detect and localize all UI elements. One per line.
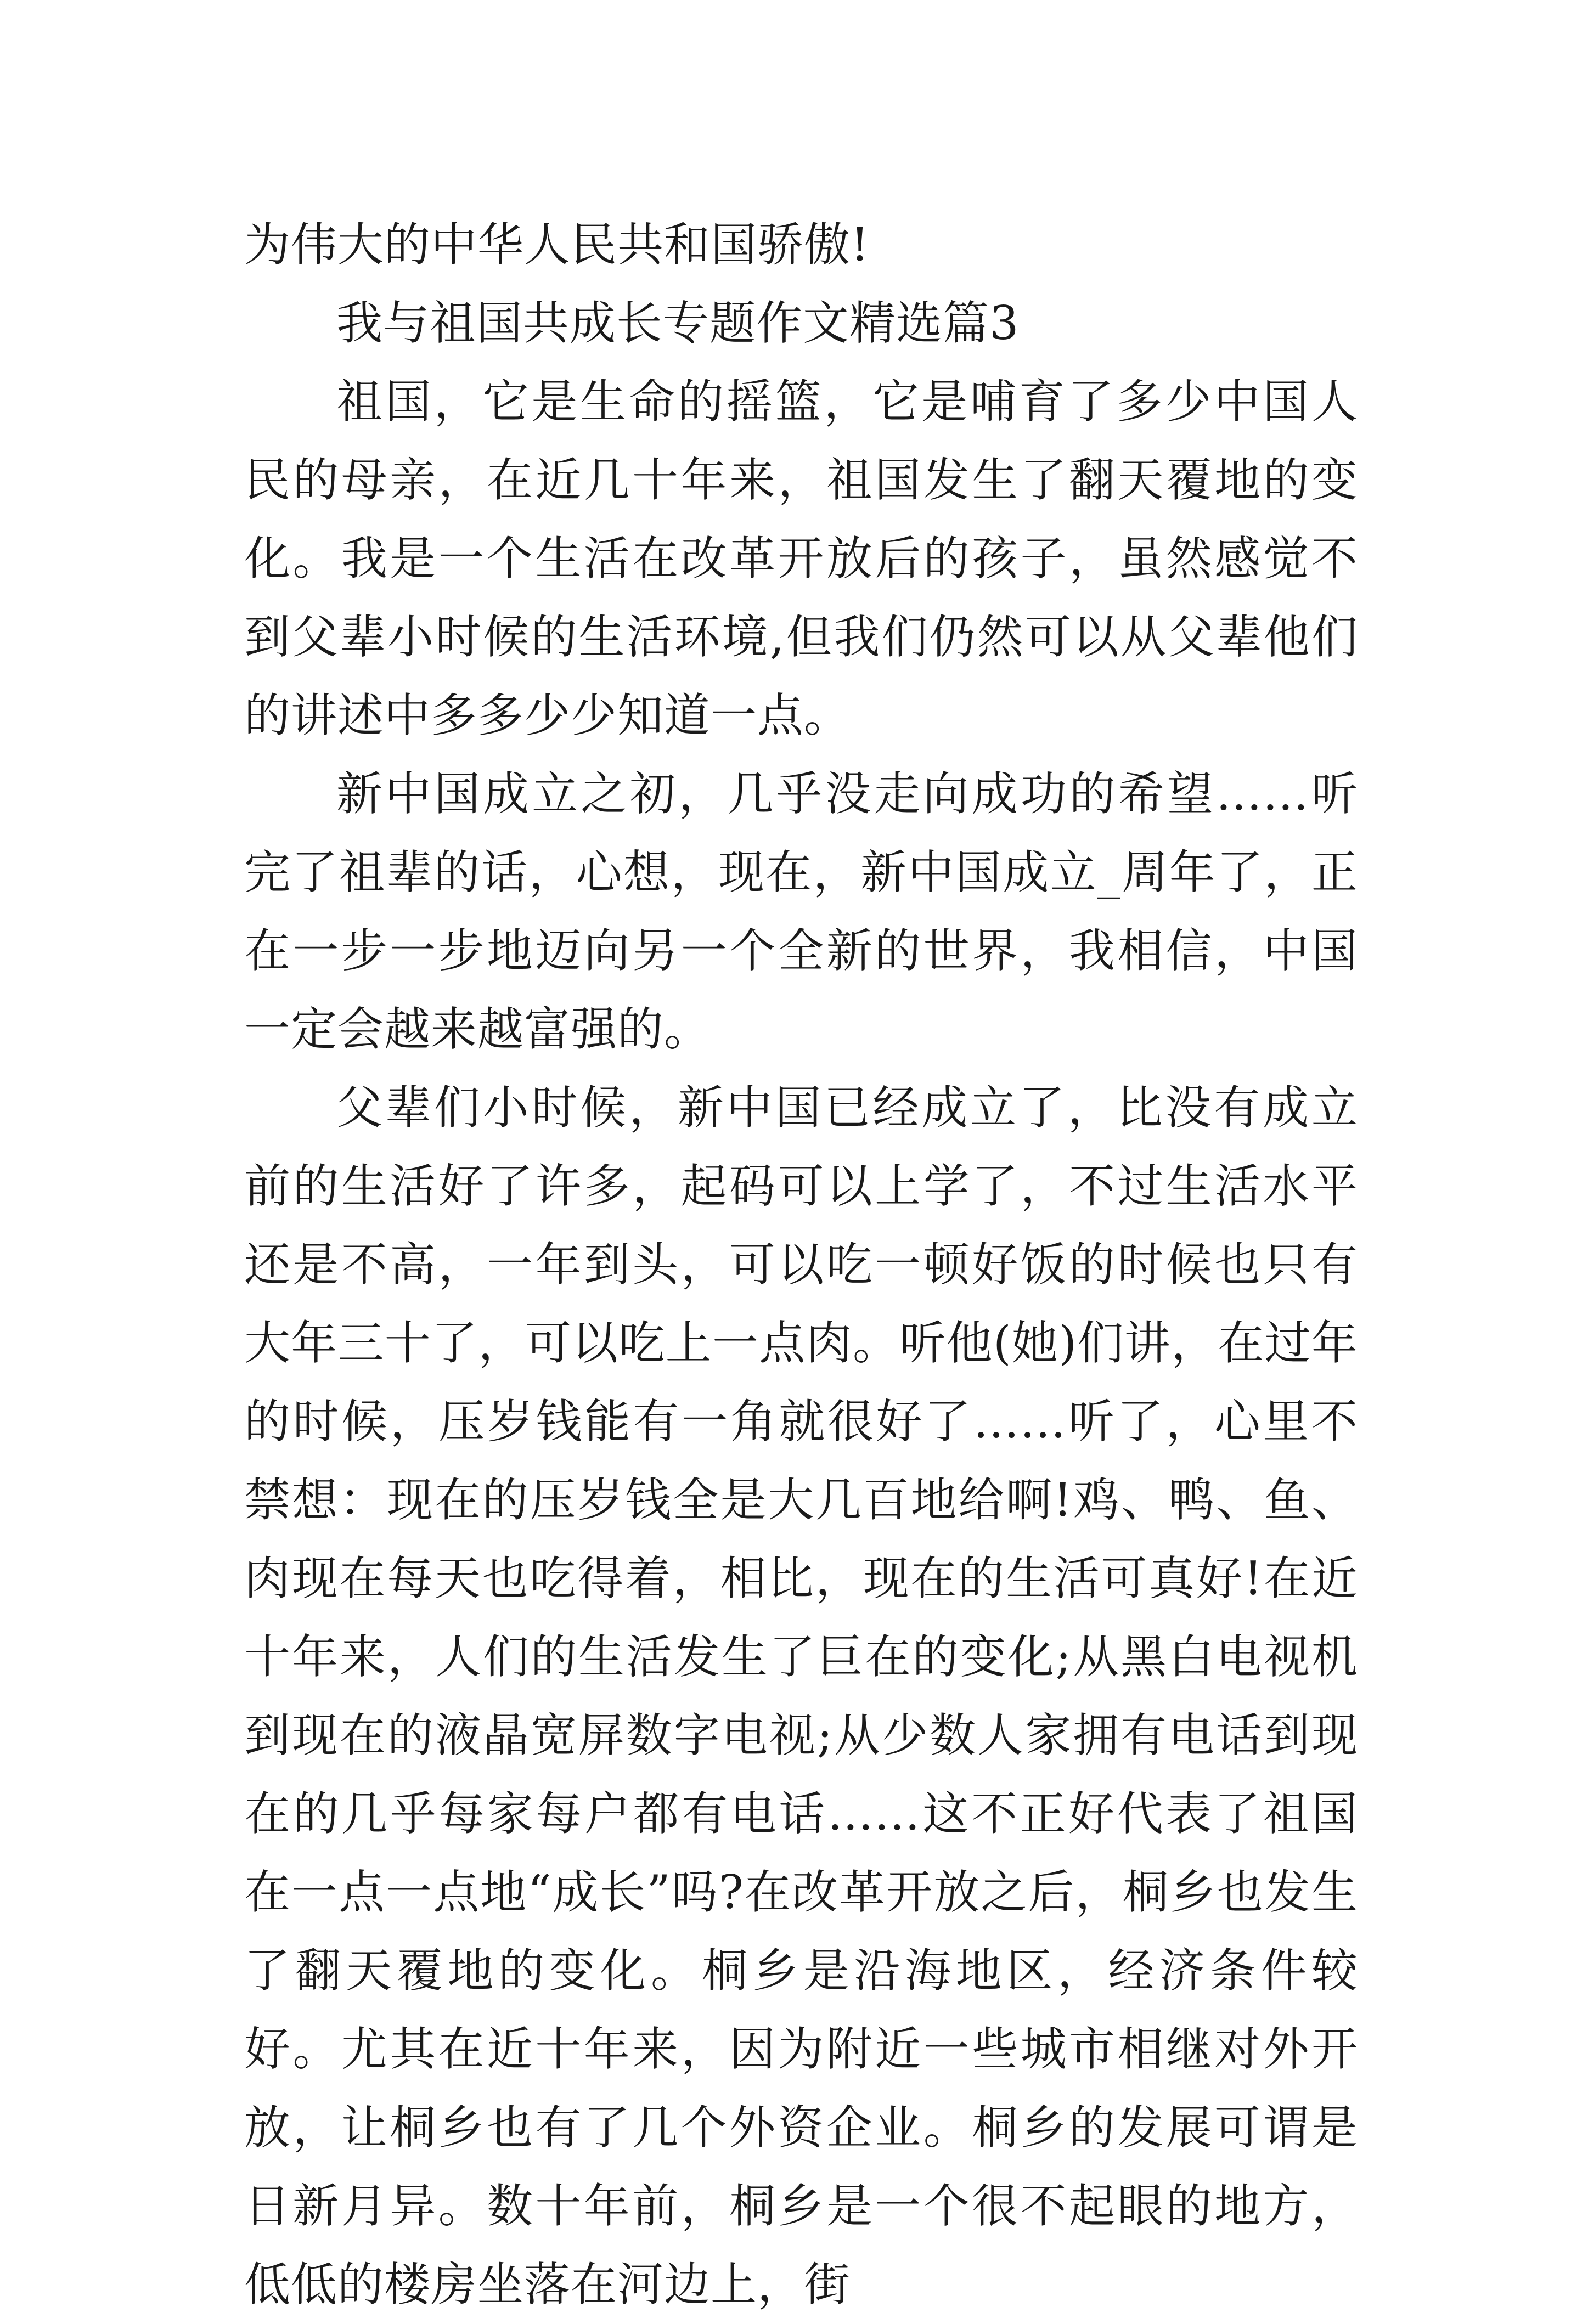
paragraph-closing-line: 为伟大的中华人民共和国骄傲! bbox=[244, 218, 870, 272]
paragraph-1: 祖国，它是生命的摇篮，它是哺育了多少中国人民的母亲，在近几十年来，祖国发生了翻天覆地的变化。我是一个生活在改革开放后的孩子，虽然感觉不到父辈小时候的生活环境,但我们仍然可以从父辈他们的讲述中多多少少知道一点。 bbox=[244, 375, 1358, 742]
document-body bbox=[244, 206, 1358, 2324]
paragraph-3: 父辈们小时候，新中国已经成立了，比没有成立前的生活好了许多，起码可以上学了，不过生活水平还是不高，一年到头，可以吃一顿好饭的时候也只有大年三十了，可以吃上一点肉。听他(她)们讲，在过年的时候，压岁钱能有一角就很好了……听了，心里不禁想：现在的压岁钱全是大几百地给啊!鸡、鸭、鱼、肉现在每天也吃得着，相比，现在的生活可真好!在近十年来，人们的生活发生了巨在的变化;从黑白电视机到现在的液晶宽屏数字电视;从少数人家拥有电话到现在的几乎每家每户都有电话……这不正好代表了祖国在一点一点地“成长”吗?在改革开放之后，桐乡也发生了翻天覆地的变化。桐乡是沿海地区，经济条件较好。尤其在近十年来，因为附近一些城市相继对外开放，让桐乡也有了几个外资企业。桐乡的发展可谓是日新月异。数十年前，桐乡是一个很不起眼的地方，低低的楼房坐落在河边上，街 bbox=[244, 1081, 1358, 2311]
paragraph-2: 新中国成立之初，几乎没走向成功的希望……听完了祖辈的话，心想，现在，新中国成立_周年了，正在一步一步地迈向另一个全新的世界，我相信，中国一定会越来越富强的。 bbox=[244, 767, 1358, 1056]
section-title: 我与祖国共成长专题作文精选篇3 bbox=[336, 296, 1020, 350]
